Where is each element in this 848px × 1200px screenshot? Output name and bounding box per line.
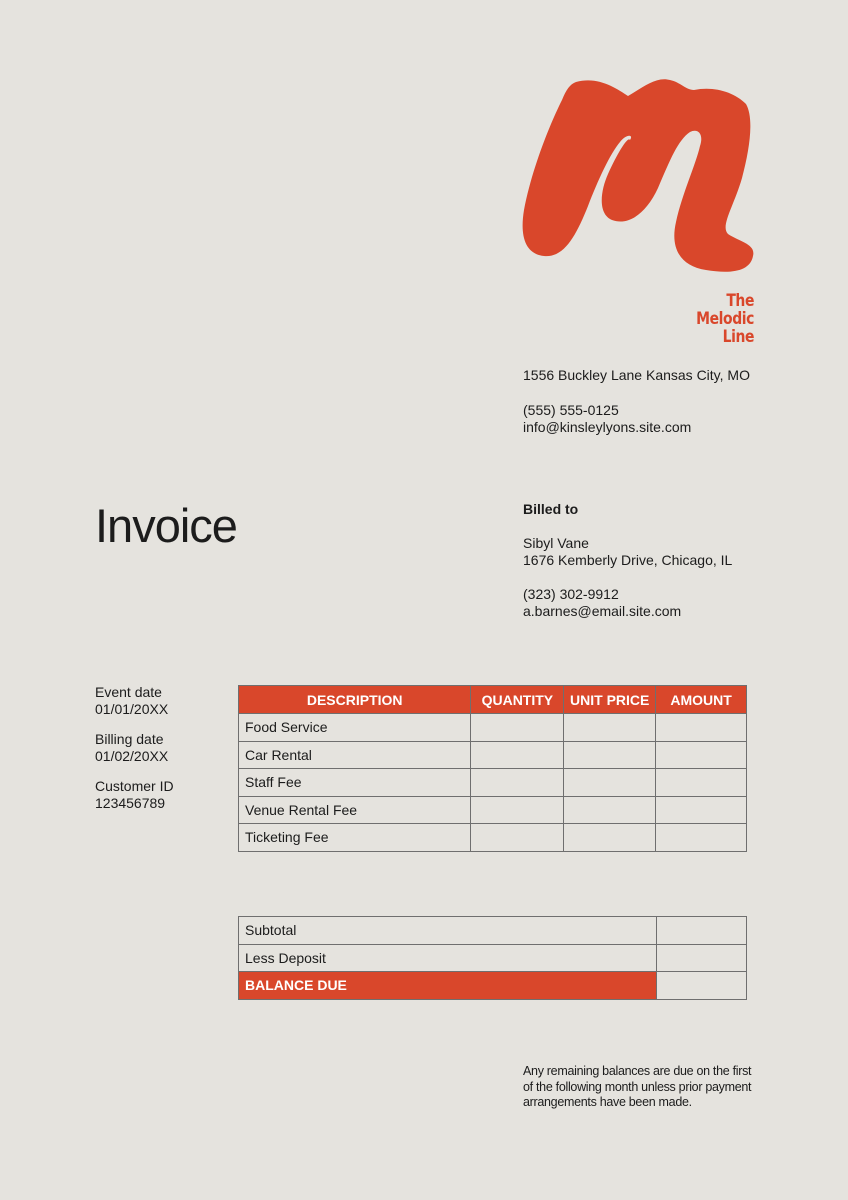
meta-label: Billing date [95,731,164,747]
balance-due-row [239,972,747,1000]
page-title: Invoice [95,499,237,552]
line-items-table [238,685,747,852]
customer-id [95,778,215,812]
balance-due-value [657,972,747,1000]
item-description: Car Rental [239,741,471,769]
item-description: Food Service [239,714,471,742]
header-quantity: QUANTITY [471,686,564,714]
company-phone: (555) 555-0125 [523,402,619,418]
item-unit-price [564,741,656,769]
brand-name [661,292,754,346]
item-quantity [471,824,564,852]
m-logo-icon [520,76,756,276]
item-unit-price [564,769,656,797]
item-quantity [471,741,564,769]
item-amount [656,741,747,769]
billed-to-heading: Billed to [523,501,579,517]
item-quantity [471,796,564,824]
item-amount [656,769,747,797]
payment-note: Any remaining balances are due on the first of the following month unless prior payment arrangements have been made. [523,1064,752,1109]
table-row [239,769,747,797]
billed-to-block [523,501,732,620]
meta-label: Event date [95,684,162,700]
subtotal-label: Subtotal [239,917,657,945]
table-row [239,796,747,824]
table-header-row [239,686,747,714]
invoice-meta [95,684,215,825]
meta-value: 01/02/20XX [95,748,169,764]
item-amount [656,796,747,824]
table-row [239,824,747,852]
item-unit-price [564,796,656,824]
subtotal-value [657,917,747,945]
item-description: Venue Rental Fee [239,796,471,824]
item-amount [656,824,747,852]
billing-date [95,731,215,765]
client-name: Sibyl Vane [523,535,589,551]
header-description: DESCRIPTION [239,686,471,714]
deposit-row [239,944,747,972]
item-unit-price [564,714,656,742]
brand-line-3: Line [722,327,754,347]
totals-table [238,916,747,1000]
meta-label: Customer ID [95,778,174,794]
meta-value: 123456789 [95,795,166,811]
item-quantity [471,714,564,742]
header-amount: AMOUNT [656,686,747,714]
header-unit-price: UNIT PRICE [564,686,656,714]
item-unit-price [564,824,656,852]
brand-line-2: Melodic [696,309,754,329]
client-address: 1676 Kemberly Drive, Chicago, IL [523,552,733,568]
event-date [95,684,215,718]
item-amount [656,714,747,742]
meta-value: 01/01/20XX [95,701,169,717]
brand-line-1: The [726,291,754,311]
client-phone: (323) 302-9912 [523,586,619,602]
table-row [239,741,747,769]
company-contact [523,367,750,436]
balance-due-label: BALANCE DUE [239,972,657,1000]
item-quantity [471,769,564,797]
company-email: info@kinsleylyons.site.com [523,419,692,435]
table-row [239,714,747,742]
client-email: a.barnes@email.site.com [523,603,682,619]
item-description: Ticketing Fee [239,824,471,852]
company-address: 1556 Buckley Lane Kansas City, MO [523,367,750,383]
subtotal-row [239,917,747,945]
deposit-label: Less Deposit [239,944,657,972]
deposit-value [657,944,747,972]
item-description: Staff Fee [239,769,471,797]
